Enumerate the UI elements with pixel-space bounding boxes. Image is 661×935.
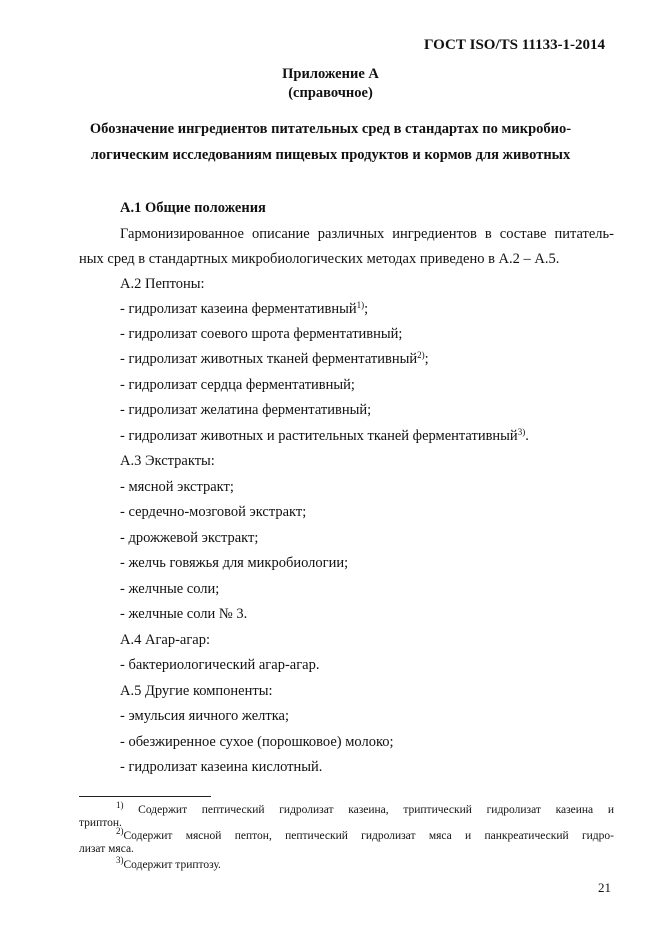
list-item: - сердечно-мозговой экстракт; [120, 504, 307, 520]
appendix-subtitle: (справочное) [288, 85, 373, 101]
standard-header: ГОСТ ISO/TS 11133-1-2014 [424, 37, 606, 53]
page-number: 21 [598, 880, 611, 895]
footnote-ref: 2) [417, 350, 425, 360]
footnote-divider [79, 796, 211, 797]
paragraph-line-1: Гармонизированное описание различных ингредиентов в составе питатель- [120, 226, 614, 242]
list-item: - желчные соли № 3. [120, 606, 248, 622]
footnote-2-line-1: $^{2)}$Содержит мясной пептон, пептический гидролизат мяса и панкреатический гидро- [116, 826, 614, 842]
list-item: - гидролизат казеина ферментативный$^{1)}$; [120, 300, 369, 317]
list-item: - гидролизат животных тканей ферментативный$^{2)}$; [120, 350, 429, 367]
list-item: - желчь говяжья для микробиологии; [120, 555, 349, 571]
list-item: - дрожжевой экстракт; [120, 530, 259, 546]
list-item: - гидролизат сердца ферментативный; [120, 377, 355, 393]
other-title: А.5 Другие компоненты: [120, 683, 273, 699]
footnote-2-line-2: лизат мяса. [79, 843, 134, 855]
list-item: - гидролизат животных и растительных тканей ферментативный$^{3)}$. [120, 427, 529, 444]
list-item: - эмульсия яичного желтка; [120, 708, 289, 724]
footnote-ref: 1) [356, 300, 365, 310]
agar-title: А.4 Агар-агар: [120, 632, 211, 648]
list-item: - обезжиренное сухое (порошковое) молоко; [120, 734, 394, 750]
paragraph-line-2: ных сред в стандартных микробиологических методах приведено в А.2 – А.5. [79, 251, 560, 267]
list-item: - бактериологический агар-агар. [120, 657, 320, 673]
footnote-ref: 3) [517, 427, 526, 437]
footnote-1-line-1: $^{1)}$ Содержит пептический гидролизат казеина, триптический гидролизат казеина и [116, 800, 614, 816]
appendix-title: Приложение А [282, 66, 379, 82]
list-item: - гидролизат казеина кислотный. [120, 759, 323, 775]
heading-line-1: Обозначение ингредиентов питательных сред в стандартах по микробио- [89, 121, 572, 137]
extracts-title: А.3 Экстракты: [120, 453, 215, 469]
list-item: - гидролизат желатина ферментативный; [120, 402, 372, 418]
list-item: - желчные соли; [120, 581, 220, 597]
footnote-1-line-2: триптон. [79, 817, 122, 829]
list-item: - мясной экстракт; [120, 479, 234, 495]
heading-line-2: логическим исследованиям пищевых продуктов и кормов для животных [90, 147, 571, 163]
footnote-3: $^{3)}$Содержит триптозу. [116, 855, 221, 871]
peptones-title: А.2 Пептоны: [120, 276, 205, 292]
list-item: - гидролизат соевого шрота ферментативный; [120, 326, 403, 342]
section-title: А.1 Общие положения [120, 200, 266, 216]
